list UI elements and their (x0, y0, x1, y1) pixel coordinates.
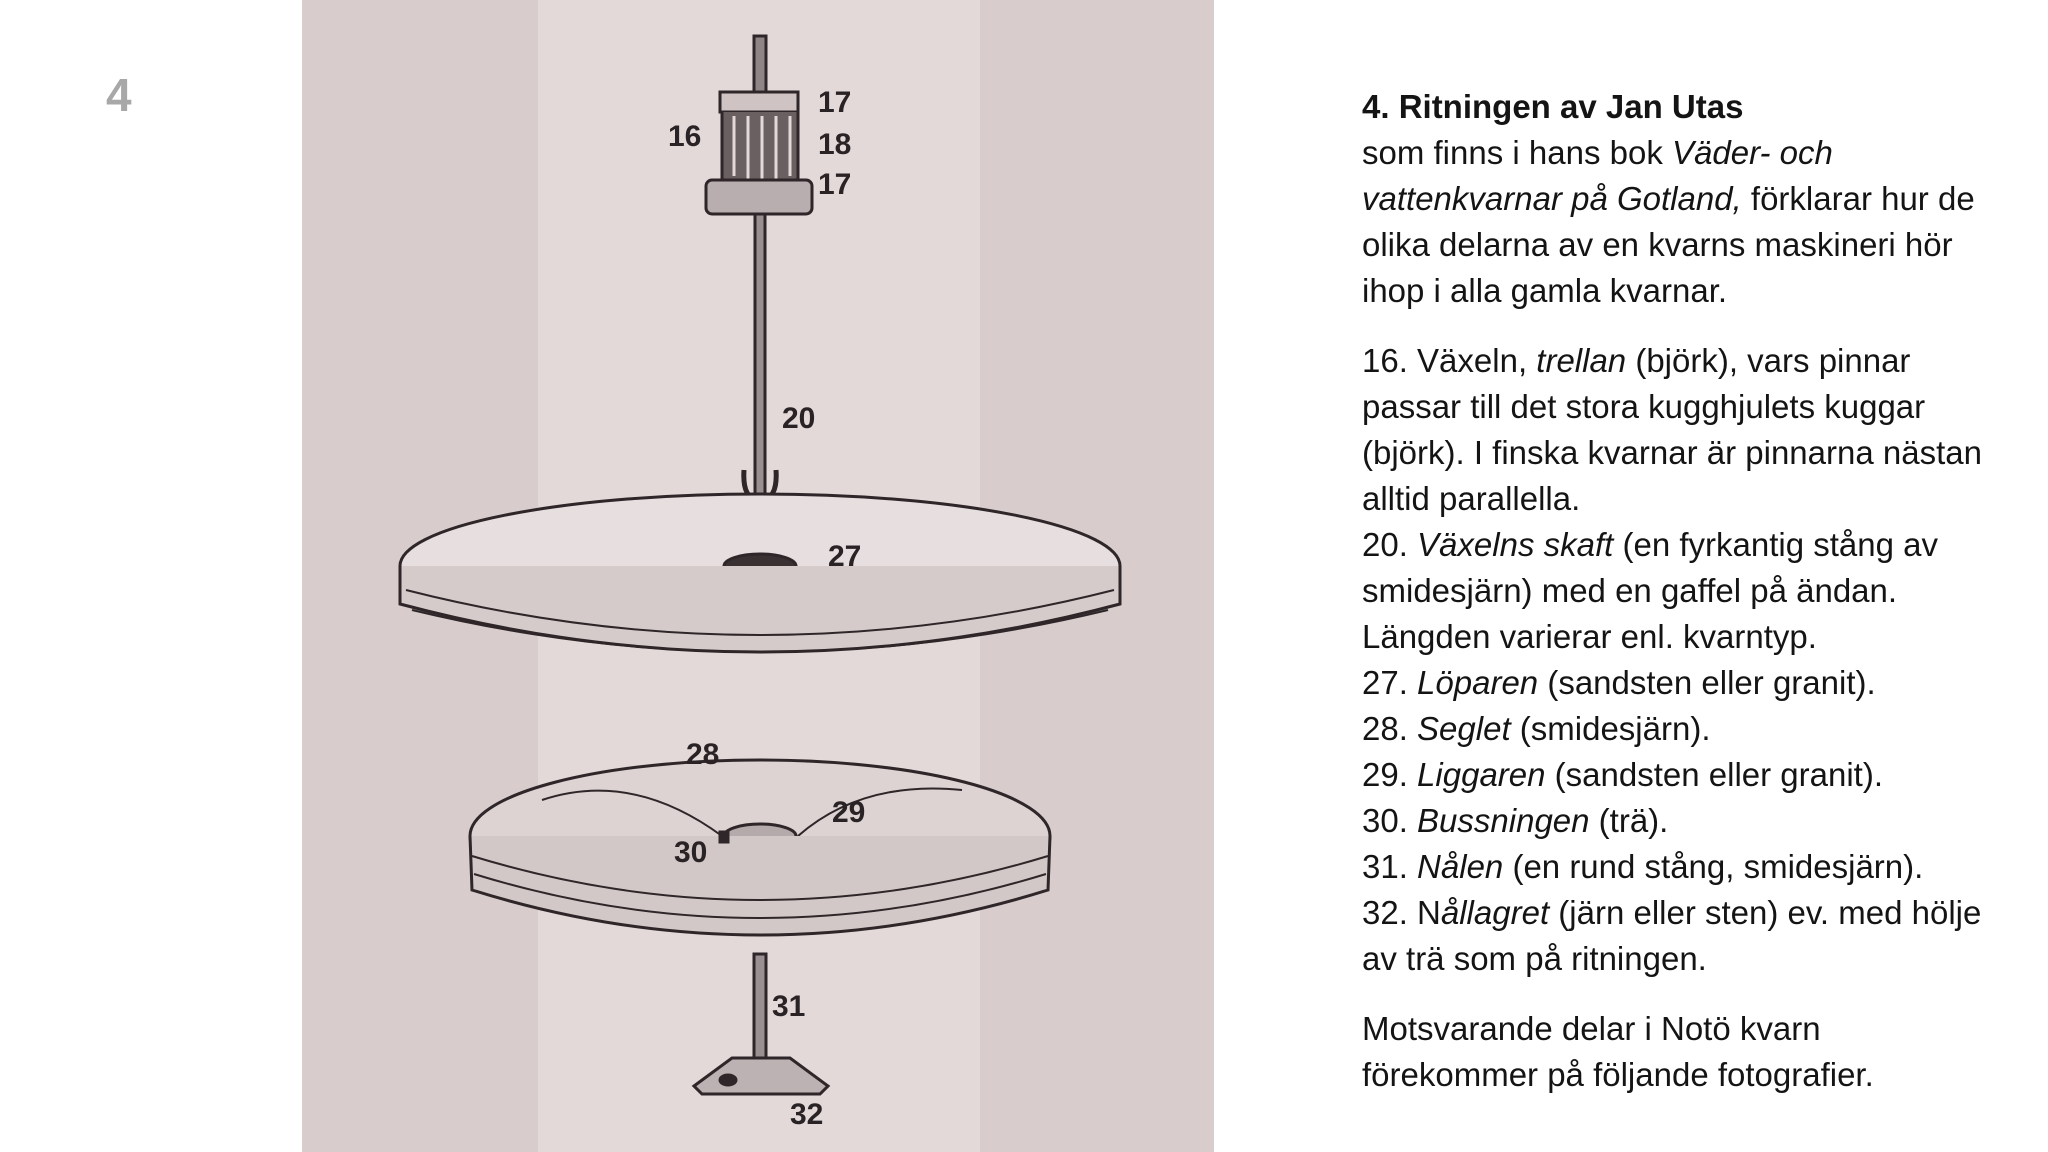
item-27-number: 27. (1362, 664, 1418, 701)
intro-text-end: förklarar hur de olika delarna av en kvarns maskineri hör ihop i alla gamla kvarnar. (1362, 180, 1975, 309)
item-30-number: 30. (1362, 802, 1418, 839)
label-27: 27 (828, 540, 862, 573)
item-16-number: 16. Växeln, (1362, 342, 1537, 379)
item-30-term: Bussningen (1417, 802, 1590, 839)
item-32-term: ållagret (1440, 894, 1550, 931)
item-32 (1362, 890, 2002, 982)
item-30 (1362, 798, 2002, 844)
intro-text: som finns i hans bok (1362, 134, 1672, 171)
label-16: 16 (668, 120, 702, 153)
item-28-desc: (smidesjärn). (1510, 710, 1711, 747)
item-31-desc: (en rund stång, smidesjärn). (1503, 848, 1924, 885)
intro-paragraph (1362, 130, 2002, 314)
mill-drawing (302, 0, 1214, 1152)
item-28-number: 28. (1362, 710, 1418, 747)
description-column (1362, 84, 2002, 1098)
item-32-desc: (järn eller sten) ev. med hölje av trä som på ritningen. (1362, 894, 1982, 977)
label-31: 31 (772, 990, 806, 1023)
footer-paragraph: Motsvarande delar i Notö kvarn förekommer på följande fotografier. (1362, 1010, 1874, 1093)
label-17-top: 17 (818, 86, 852, 119)
label-32: 32 (790, 1098, 824, 1131)
item-28 (1362, 706, 2002, 752)
item-29-desc: (sandsten eller granit). (1545, 756, 1883, 793)
item-20 (1362, 522, 2002, 660)
description-heading: 4. Ritningen av Jan Utas (1362, 88, 1744, 125)
item-28-term: Seglet (1417, 710, 1511, 747)
item-32-number: 32. N (1362, 894, 1441, 931)
item-30-desc: (trä). (1589, 802, 1669, 839)
item-20-term: Växelns skaft (1417, 526, 1614, 563)
item-29-term: Liggaren (1417, 756, 1546, 793)
item-16-desc: (björk), vars pinnar passar till det stora kugghjulets kuggar (björk). I finska kvarnar är pinnarna nästan alltid parallella. (1362, 342, 1982, 517)
drawing-lines (400, 36, 1120, 1094)
label-29: 29 (832, 796, 866, 829)
mill-machinery-illustration (302, 0, 1214, 1152)
item-31-term: Nålen (1417, 848, 1504, 885)
item-16 (1362, 338, 2002, 522)
item-31 (1362, 844, 2002, 890)
item-16-term: trellan (1536, 342, 1627, 379)
label-28: 28 (686, 738, 720, 771)
label-20: 20 (782, 402, 816, 435)
item-29-number: 29. (1362, 756, 1418, 793)
item-27-term: Löparen (1417, 664, 1539, 701)
label-18: 18 (818, 128, 852, 161)
item-20-number: 20. (1362, 526, 1418, 563)
item-20-desc: (en fyrkantig stång av smidesjärn) med en gaffel på ändan. Längden varierar enl. kvarntyp. (1362, 526, 1938, 655)
item-27-desc: (sandsten eller granit). (1538, 664, 1876, 701)
label-17-bottom: 17 (818, 168, 852, 201)
item-31-number: 31. (1362, 848, 1418, 885)
book-title: Väder- och vattenkvarnar på Gotland, (1362, 134, 1833, 217)
item-29 (1362, 752, 2002, 798)
slide-number: 4 (106, 69, 132, 121)
item-27 (1362, 660, 2002, 706)
label-30: 30 (674, 836, 708, 869)
